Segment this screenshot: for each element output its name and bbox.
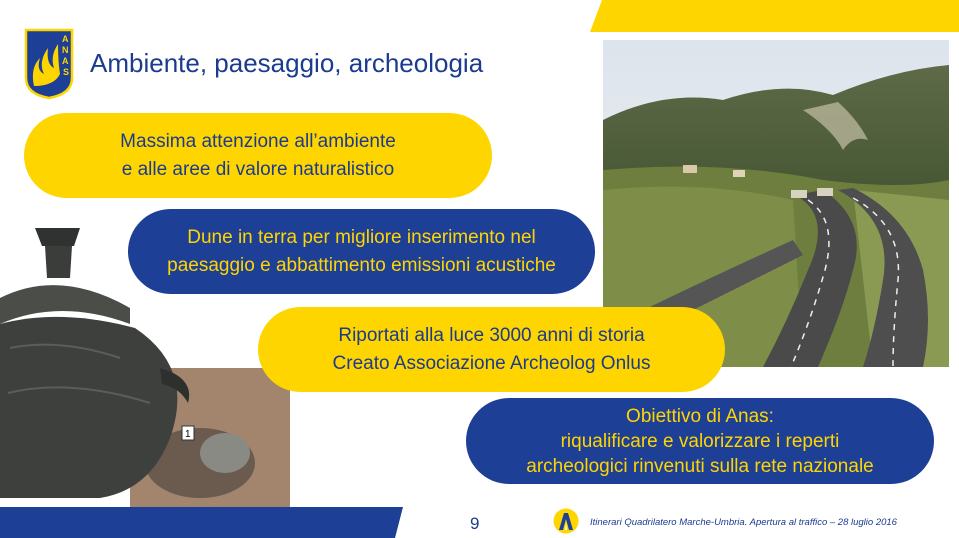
pill-history-line1: Riportati alla luce 3000 anni di storia — [338, 324, 645, 346]
svg-text:A: A — [62, 34, 69, 44]
pill-objective-line2: riqualificare e valorizzare i reperti — [560, 430, 840, 452]
svg-text:N: N — [62, 45, 69, 55]
bottom-accent-bar — [0, 507, 403, 538]
footer-text: Itinerari Quadrilatero Marche-Umbria. Apertura al traffico – 28 luglio 2016 — [590, 517, 897, 528]
svg-text:A: A — [62, 56, 69, 66]
anas-logo-icon — [24, 28, 74, 100]
anas-footer-logo-icon — [553, 508, 579, 534]
pill-history — [258, 307, 725, 392]
top-accent-band — [590, 0, 959, 32]
slide-title: Ambiente, paesaggio, archeologia — [90, 48, 484, 78]
pill-environment-line2: e alle aree di valore naturalistico — [121, 158, 395, 180]
artifact-tag: 1 — [185, 429, 191, 440]
pill-environment — [24, 113, 492, 198]
pill-environment-line1: Massima attenzione all’ambiente — [120, 130, 396, 152]
pill-objective-line1: Obiettivo di Anas: — [626, 405, 774, 427]
pill-dunes-line2: paesaggio e abbattimento emissioni acustiche — [167, 254, 556, 276]
pill-history-line2: Creato Associazione Archeolog Onlus — [332, 352, 651, 374]
pill-dunes-line1: Dune in terra per migliore inserimento nel — [187, 226, 536, 248]
svg-text:S: S — [63, 67, 70, 77]
pill-objective-line3: archeologici rinvenuti sulla rete nazionale — [526, 455, 874, 477]
pill-dunes — [128, 209, 595, 294]
page-number: 9 — [470, 514, 480, 533]
pill-objective — [466, 398, 934, 484]
